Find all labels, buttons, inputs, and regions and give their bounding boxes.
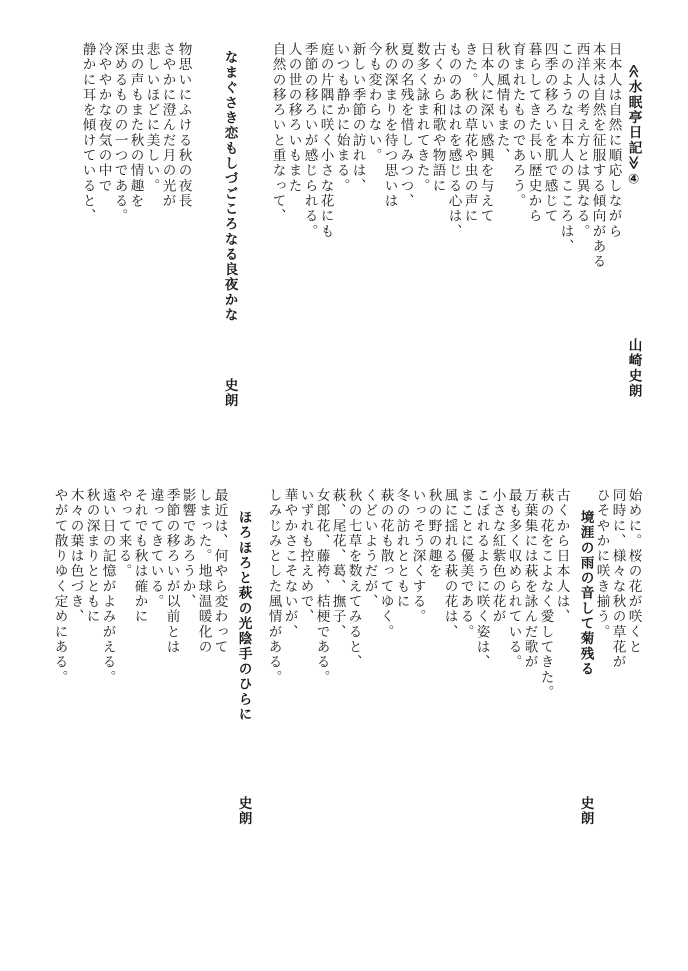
text-column: 庭の片隅に咲く小さな花にも: [317, 42, 334, 239]
text-column: 同時に、様々な秋の草花が: [609, 488, 626, 670]
text-column: ひそやかに咲き揃う。: [593, 488, 610, 640]
text-column: 女郎花、藤袴、桔梗である。: [313, 488, 330, 685]
text-column: 深めるものの一つである。: [111, 42, 128, 224]
haiku-attribution: 史朗: [235, 796, 252, 827]
text-column: 華やかさこそないが、: [281, 488, 298, 640]
text-column: 夏の名残を惜しみつつ、: [397, 42, 414, 209]
text-column: 最も多く収められている。: [505, 488, 522, 670]
text-column: 風に揺れる萩の花は、: [441, 488, 458, 640]
author-name: 山崎史朗: [625, 338, 642, 399]
text-column: さやかに澄んだ月の光が: [159, 42, 176, 209]
text-column: くどいようだが、: [361, 488, 378, 610]
text-column: 最近は、何やら変わって: [211, 488, 228, 655]
text-column: このような日本人のこころは、: [557, 42, 574, 255]
text-column: 萩の花をこよなく愛してきた。: [537, 488, 554, 701]
text-column: 自然の移ろいと重なって、: [269, 42, 286, 224]
text-column: 秋の風情もまた、: [493, 42, 510, 164]
text-column: 人の世の移ろいもまた: [285, 42, 302, 194]
text-column: やがて散りゆく定めにある。: [51, 488, 68, 685]
text-column: 季節の移ろいが感じられる。: [301, 42, 318, 239]
text-column: 西洋人の考え方とは異なる。: [573, 42, 590, 239]
text-column: 暮らしてきた長い歴史から: [525, 42, 542, 224]
text-column: 秋の七草を数えてみると、: [345, 488, 362, 670]
text-column: しまった。地球温暖化の: [195, 488, 212, 655]
text-column: 萩、尾花、葛、撫子、: [329, 488, 346, 640]
text-column: やって来る。: [115, 488, 132, 579]
series-title: ≪水眠亭日記≫④: [625, 64, 642, 189]
text-column: 新しい季節の訪れは、: [349, 42, 366, 194]
text-column: 物思いにふける秋の夜長: [175, 42, 192, 209]
poem-text: なまぐさき恋もしづごころなる良夜かな: [221, 50, 238, 323]
text-column: 静かに耳を傾けていると、: [79, 42, 96, 224]
haiku-text: ほろほろと萩の光陰手のひらに: [235, 510, 252, 723]
haiku-attribution: 史朗: [577, 796, 594, 827]
text-column: 古くから日本人は、: [553, 488, 570, 625]
text-column: いずれも控えめで、: [297, 488, 314, 625]
text-column: しみじみとした風情がある。: [265, 488, 282, 685]
text-column: 遠い日の記憶がよみがえる。: [99, 488, 116, 685]
text-column: 冬の訪れとともに: [393, 488, 410, 610]
text-column: きた。秋の草花や虫の声に: [461, 42, 478, 224]
text-column: 虫の声もまた秋の情趣を: [127, 42, 144, 209]
text-column: 萩の花も散ってゆく。: [377, 488, 394, 640]
text-column: もののあはれを感じる心は、: [445, 42, 462, 239]
text-column: 本来は自然を征服する傾向がある: [589, 42, 606, 270]
text-column: 秋の深まりとともに: [83, 488, 100, 625]
text-column: 影響であろうか、: [179, 488, 196, 610]
text-column: 育まれたものであろう。: [509, 42, 526, 209]
text-column: 四季の移ろいを肌で感じて: [541, 42, 558, 224]
text-column: 悲しいほどに美しい。: [143, 42, 160, 194]
poem-attribution: 史朗: [221, 378, 238, 409]
text-column: いっそう深くする。: [409, 488, 426, 625]
text-column: まことに優美である。: [457, 488, 474, 640]
text-column: いつも静かに始まる。: [333, 42, 350, 194]
text-column: 秋の野の趣を: [425, 488, 442, 579]
text-column: 違ってきている。: [147, 488, 164, 610]
text-column: 日本人は自然に順応しながら: [605, 42, 622, 239]
text-column: 季節の移ろいが以前とは: [163, 488, 180, 655]
text-column: 今も変わらない。: [365, 42, 382, 164]
text-column: 始めに。桜の花が咲くと: [625, 488, 642, 655]
text-column: こぼれるように咲く姿は、: [473, 488, 490, 670]
text-column: 秋の深まりを待つ思いは: [381, 42, 398, 209]
text-column: 冷ややかな夜気の中で: [95, 42, 112, 194]
text-column: 万葉集には萩を詠んだ歌が: [521, 488, 538, 670]
text-column: 日本人に深い感興を与えて: [477, 42, 494, 224]
text-column: それでも秋は確かに: [131, 488, 148, 625]
text-column: 数多く詠まれてきた。: [413, 42, 430, 194]
text-column: 古くから和歌や物語に: [429, 42, 446, 194]
text-column: 木々の葉は色づき、: [67, 488, 84, 625]
text-column: 小さな紅紫色の花が: [489, 488, 506, 625]
haiku-text: 境涯の雨の音して菊残る: [577, 510, 594, 677]
